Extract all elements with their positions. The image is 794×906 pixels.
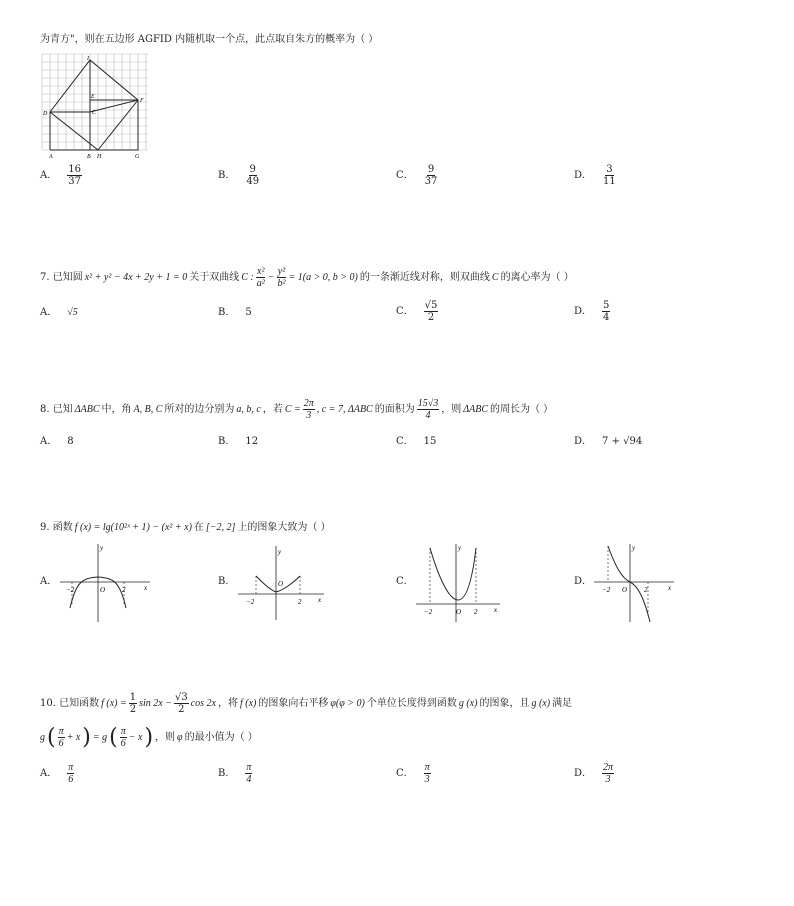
- option-letter: B．: [218, 576, 236, 587]
- option-fraction: [424, 164, 439, 187]
- q8-triangle: ΔABC: [463, 403, 488, 415]
- option-fraction: [67, 164, 82, 187]
- frac-num: π: [246, 762, 252, 773]
- tick-label-pos: 2: [644, 586, 648, 594]
- tick-label-pos: 2: [122, 586, 126, 594]
- option-letter: C．: [396, 169, 414, 181]
- frac-num: 15√3: [417, 398, 439, 409]
- q8-text: 的面积为: [374, 403, 415, 415]
- q8-angles: A, B, C: [133, 403, 163, 415]
- paren-close: ): [82, 724, 91, 750]
- option-letter: D．: [574, 576, 593, 587]
- frac-num: 2π: [603, 762, 614, 773]
- q8-text: 中，角: [101, 403, 132, 415]
- q10-text: 个单位长度得到函数: [366, 697, 457, 709]
- q9-option-d[interactable]: [574, 575, 592, 589]
- tick-label-pos: 2: [298, 598, 302, 606]
- axis-label-x: x: [668, 584, 672, 592]
- q7-condition: = 1(a > 0, b > 0): [288, 271, 358, 283]
- q10-sin: sin 2x −: [139, 697, 172, 709]
- option-letter: A．: [40, 169, 58, 181]
- frac-num: π: [68, 762, 74, 773]
- q9-graph-a: [58, 542, 154, 624]
- frac-num: 16: [68, 164, 81, 175]
- option-letter: A．: [40, 307, 58, 318]
- option-letter: C．: [396, 305, 414, 317]
- frac-num: π: [58, 726, 64, 737]
- q9-function: f (x) = lg(10²ˣ + 1) − (x² + x): [74, 522, 192, 533]
- q9-stem: [40, 521, 331, 535]
- q10-plus-x: + x: [66, 731, 81, 743]
- q7-option-b[interactable]: [218, 306, 252, 320]
- axis-label-y: y: [278, 548, 282, 556]
- axis-label-y: y: [100, 544, 104, 552]
- q10-frac-root3: [174, 692, 189, 715]
- q9-option-c[interactable]: [396, 575, 414, 589]
- q7-option-c[interactable]: [396, 300, 438, 323]
- frac-den: 11: [603, 176, 616, 187]
- q8-text: ，若: [262, 403, 283, 415]
- q7-end: 的离心率为（ ）: [500, 271, 574, 283]
- option-letter: B．: [218, 767, 236, 779]
- q7-curve: C :: [241, 271, 254, 283]
- axis-label-x: x: [318, 596, 322, 604]
- q8-text: 所对的边分别为: [164, 403, 235, 415]
- q8-option-a[interactable]: [40, 435, 74, 449]
- q9-prefix: 9. 函数: [40, 522, 73, 533]
- q8-frac-area: [417, 398, 440, 421]
- q10-stem-line1: [40, 692, 572, 715]
- frac-num: y²: [277, 266, 286, 277]
- q10-text: 满足: [552, 697, 573, 709]
- q8-option-c[interactable]: [396, 435, 436, 449]
- frac-num: 5: [603, 300, 610, 311]
- frac-den: 49: [246, 176, 260, 187]
- frac-den: 2: [178, 704, 185, 715]
- q7-stem: [40, 266, 574, 289]
- frac-den: b²: [277, 278, 286, 289]
- q6-option-a[interactable]: [40, 164, 82, 187]
- option-fraction: [245, 762, 252, 785]
- tick-label-neg: −2: [602, 586, 611, 594]
- q8-frac-angle: [303, 398, 315, 421]
- q8-angle-c: C =: [284, 403, 301, 415]
- frac-den: 4: [425, 410, 431, 421]
- q10-gx: g (x): [531, 697, 551, 709]
- frac-den: 6: [68, 774, 74, 785]
- q10-option-b[interactable]: [218, 762, 252, 785]
- option-letter: D．: [574, 305, 593, 317]
- q7-frac-x: [256, 266, 266, 289]
- q10-text: 的最小值为（ ）: [184, 731, 258, 743]
- frac-num: √3: [174, 692, 188, 703]
- q10-frac-pi6: [58, 726, 65, 749]
- q9-interval: [−2, 2]: [205, 522, 236, 533]
- q10-gx: g (x): [458, 697, 478, 709]
- q6-label-a: A: [49, 154, 53, 160]
- q6-option-d[interactable]: [574, 164, 617, 187]
- option-fraction: [424, 300, 439, 323]
- origin-label: O: [278, 580, 284, 588]
- origin-label: O: [456, 608, 462, 616]
- q7-option-a[interactable]: [40, 306, 78, 320]
- q6-option-c[interactable]: [396, 164, 438, 187]
- option-letter: A．: [40, 576, 58, 587]
- q10-text: 的图象，且: [479, 697, 530, 709]
- frac-den: 3: [424, 774, 430, 785]
- frac-den: 6: [58, 738, 64, 749]
- option-fraction: [602, 164, 617, 187]
- option-value: 12: [245, 436, 259, 447]
- option-value: 15: [423, 436, 437, 447]
- q7-mid: 关于双曲线: [189, 271, 240, 283]
- option-fraction: [602, 300, 610, 323]
- q10-minus-x: − x: [128, 731, 143, 743]
- axis-label-x: x: [494, 606, 498, 614]
- option-letter: C．: [396, 436, 414, 447]
- frac-den: a²: [256, 278, 265, 289]
- origin-label: O: [622, 586, 628, 594]
- option-fraction: [67, 762, 74, 785]
- frac-den: 2: [129, 704, 137, 715]
- frac-den: 3: [306, 410, 312, 421]
- q10-stem-line2: [40, 726, 258, 749]
- q9-graph-d: [592, 542, 678, 624]
- tick-label-neg: −2: [66, 586, 75, 594]
- q7-prefix: 7. 已知圆: [40, 271, 83, 283]
- q9-graph-c: [414, 542, 504, 624]
- option-letter: B．: [218, 436, 236, 447]
- q6-label-d: D: [43, 111, 48, 117]
- q9-graph-b: [236, 544, 332, 622]
- q10-eq-g: = g: [92, 731, 108, 743]
- q8-text: 的周长为（ ）: [490, 403, 554, 415]
- q10-option-a[interactable]: [40, 762, 74, 785]
- frac-num: x²: [257, 266, 265, 277]
- option-letter: A．: [40, 436, 58, 447]
- q7-c: C: [491, 271, 499, 283]
- q8-option-d[interactable]: [574, 435, 642, 449]
- q9-option-a[interactable]: [40, 575, 57, 589]
- q10-frac-pi6: [120, 726, 127, 749]
- option-letter: C．: [396, 576, 414, 587]
- q6-pentagon: [50, 60, 138, 150]
- frac-num: 1: [129, 692, 137, 703]
- q10-cos: cos 2x: [190, 697, 216, 709]
- q10-option-d[interactable]: [574, 762, 614, 785]
- frac-num: 9: [249, 164, 256, 175]
- q10-f-lhs: f (x) =: [101, 697, 127, 709]
- option-value: 5: [245, 307, 252, 318]
- option-value: √5: [67, 307, 78, 318]
- q9-text: 在: [193, 522, 204, 533]
- axis-label-x: x: [144, 584, 148, 592]
- q10-text: 的图象向右平移: [258, 697, 329, 709]
- paren-open: (: [109, 724, 118, 750]
- q6-figure: [40, 52, 150, 160]
- option-fraction: [602, 762, 614, 785]
- q6-label-h: H: [97, 154, 102, 160]
- frac-den: 4: [246, 774, 252, 785]
- option-letter: D．: [574, 169, 593, 181]
- q6-label-c: C: [92, 110, 97, 116]
- tick-label-pos: 2: [474, 608, 478, 616]
- q6-stem: 为青方"，则在五边形 AGFID 内随机取一个点，此点取自朱方的概率为（ ）: [40, 34, 379, 45]
- q8-prefix: 8. 已知: [40, 403, 73, 415]
- option-letter: B．: [218, 307, 236, 318]
- q10-phi: φ: [177, 731, 183, 743]
- q8-option-b[interactable]: [218, 435, 258, 449]
- option-letter: A．: [40, 767, 58, 779]
- frac-num: π: [424, 762, 430, 773]
- axis-label-y: y: [632, 544, 636, 552]
- q7-suffix: 的一条渐近线对称，则双曲线: [359, 271, 490, 283]
- frac-num: 3: [606, 164, 613, 175]
- option-letter: D．: [574, 767, 593, 779]
- option-letter: D．: [574, 436, 593, 447]
- frac-den: 37: [424, 176, 438, 187]
- tick-label-neg: −2: [246, 598, 255, 606]
- q10-g: g: [40, 731, 45, 743]
- q10-prefix: 10. 已知函数: [40, 697, 100, 709]
- q10-frac-half: [129, 692, 137, 715]
- paren-close: ): [144, 724, 154, 750]
- q7-frac-y: [276, 266, 286, 289]
- q10-phi: φ(φ > 0): [330, 697, 365, 709]
- frac-num: 2π: [303, 398, 314, 409]
- frac-den: 6: [120, 738, 126, 749]
- q6-label-f: F: [140, 98, 144, 104]
- q8-side-c: , c = 7, ΔABC: [316, 403, 373, 415]
- q8-text: ，则: [441, 403, 462, 415]
- q6-label-i: I: [87, 56, 89, 62]
- frac-num: √5: [424, 300, 438, 311]
- q10-text: ，则: [155, 731, 176, 743]
- option-fraction: [245, 164, 260, 187]
- q9-option-b[interactable]: [218, 575, 235, 589]
- q6-label-b: B: [87, 154, 91, 160]
- frac-num: π: [120, 726, 126, 737]
- frac-den: 37: [68, 176, 81, 187]
- q6-label-g: G: [135, 154, 140, 160]
- q10-text: ，将: [217, 697, 238, 709]
- q8-sides: a, b, c: [236, 403, 261, 415]
- tick-label-neg: −2: [424, 608, 433, 616]
- frac-den: 2: [427, 312, 435, 323]
- q7-minus: −: [267, 271, 275, 283]
- q7-circle-eq: x² + y² − 4x + 2y + 1 = 0: [84, 271, 188, 283]
- q7-option-d[interactable]: [574, 300, 610, 323]
- q8-stem: [40, 398, 553, 421]
- frac-den: 4: [603, 312, 610, 323]
- q6-label-e: E: [91, 94, 95, 100]
- q10-fx: f (x): [239, 697, 257, 709]
- q8-triangle: ΔABC: [74, 403, 100, 415]
- option-fraction: [424, 762, 431, 785]
- option-value: 7 + √94: [602, 436, 643, 447]
- paren-open: (: [47, 724, 56, 750]
- origin-label: O: [100, 586, 106, 594]
- axis-label-y: y: [458, 544, 462, 552]
- option-letter: C．: [396, 767, 414, 779]
- frac-den: 3: [605, 774, 611, 785]
- frac-num: 9: [427, 164, 435, 175]
- option-letter: B．: [218, 169, 236, 181]
- q6-option-b[interactable]: [218, 164, 260, 187]
- q10-option-c[interactable]: [396, 762, 431, 785]
- q9-text: 上的图象大致为（ ）: [237, 522, 331, 533]
- option-value: 8: [67, 436, 74, 447]
